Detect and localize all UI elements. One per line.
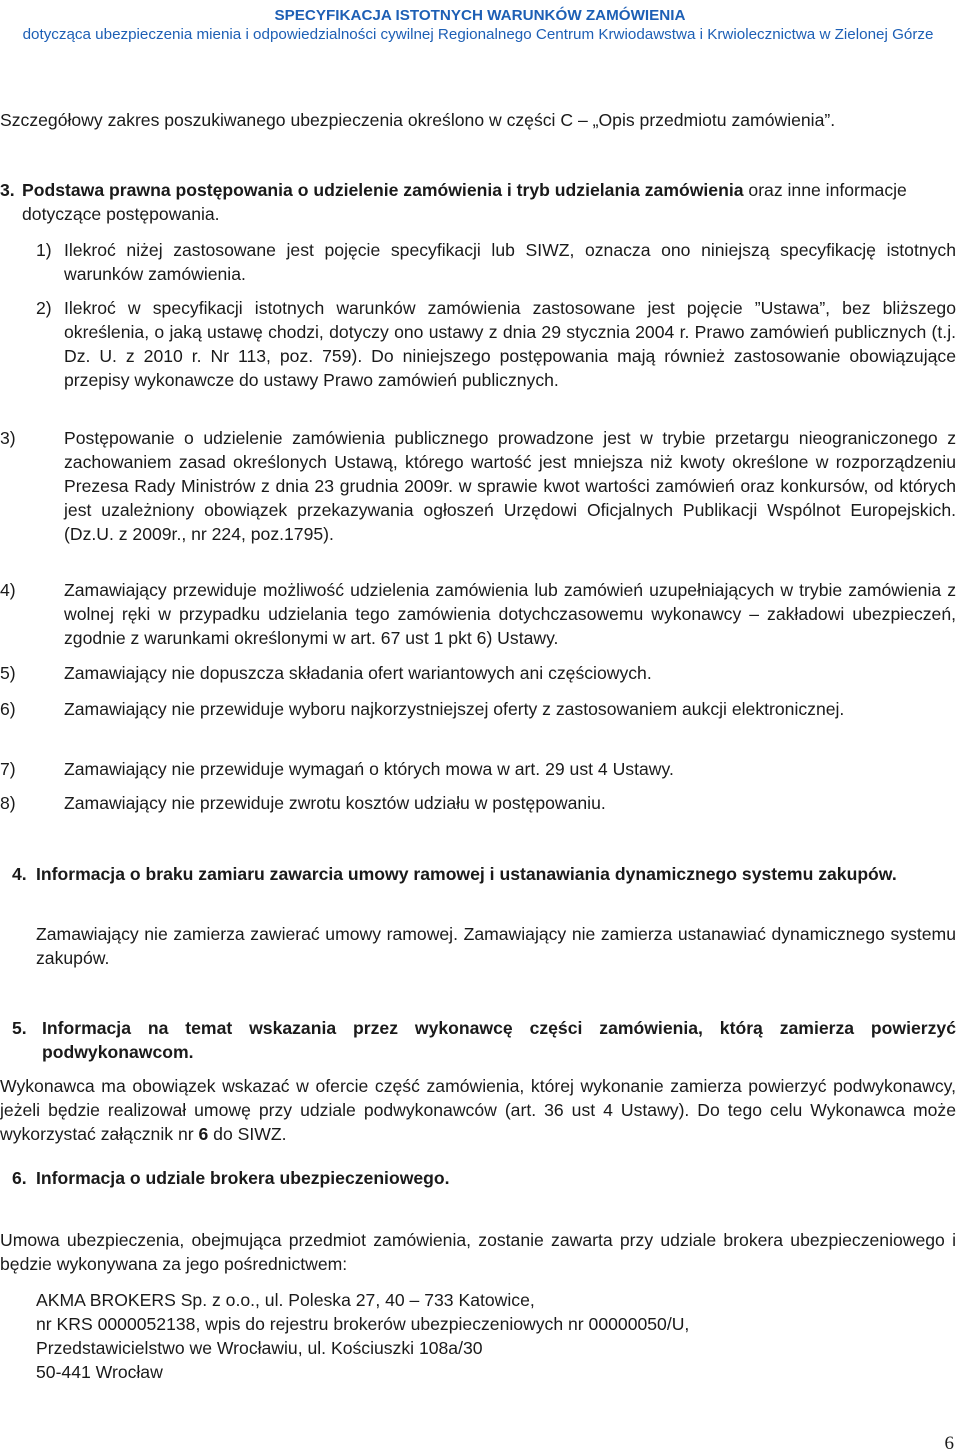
- item-number: 1): [36, 240, 52, 260]
- document-title: SPECYFIKACJA ISTOTNYCH WARUNKÓW ZAMÓWIENIA: [274, 7, 686, 24]
- item-number: 6): [0, 699, 16, 719]
- item-text: Zamawiający nie przewiduje wymagań o których mowa w art. 29 ust 4 Ustawy.: [64, 759, 674, 779]
- item-text: Zamawiający nie przewiduje zwrotu kosztów udziału w postępowaniu.: [64, 793, 606, 813]
- broker-line: nr KRS 0000052138, wpis do rejestru brokerów ubezpieczeniowych nr 00000050/U,: [36, 1314, 690, 1334]
- section-5-heading-text: Informacja na temat wskazania przez wykonawcę części zamówienia, którą zamierza powierzyć podwykonawcom.: [42, 1018, 956, 1062]
- attachment-number: 6: [198, 1124, 209, 1144]
- item-text: Zamawiający nie dopuszcza składania ofert wariantowych ani częściowych.: [64, 663, 652, 683]
- item-text: Zamawiający przewiduje możliwość udzielenia zamówienia lub zamówień uzupełniających w trybie zamówienia z wolnej ręki w przypadku udzielania tego zamówienia dotychczasowemu wykonawcy – zakładowi ubezpieczeń, zgodnie z warunkami określonymi w art. 67 ust 1 pkt 6) Ustawy.: [64, 580, 956, 648]
- section-4-number: 4.: [12, 864, 27, 884]
- section-3-number: 3.: [0, 180, 15, 200]
- section-3-heading-rest: oraz inne informacje dotyczące postępowania.: [22, 180, 907, 224]
- item-text: Postępowanie o udzielenie zamówienia publicznego prowadzone jest w trybie przetargu nieograniczonego z zachowaniem zasad określonych Ustawą, którego wartość jest mniejsza niż kwoty określone w rozporządzeniu Prezesa Rady Ministrów z dnia 23 grudnia 2009r. w sprawie kwot wartości zamówień oraz konkursów, od których jest uzależniony obowiązek przekazywania ogłoszeń Urzędowi Oficjalnych Publikacji Wspólnot Europejskich. (Dz.U. z 2009r., nr 224, poz.1795).: [64, 428, 956, 544]
- section-3-heading-text: [22, 178, 956, 226]
- broker-line: 50-441 Wrocław: [36, 1362, 163, 1382]
- item-number: 5): [0, 663, 16, 683]
- item-number: 3): [0, 428, 16, 448]
- section-4-heading-text: Informacja o braku zamiaru zawarcia umowy ramowej i ustanawiania dynamicznego systemu zakupów.: [36, 864, 897, 884]
- item-text: Zamawiający nie przewiduje wyboru najkorzystniejszej oferty z zastosowaniem aukcji elektronicznej.: [64, 699, 845, 719]
- broker-line: Przedstawicielstwo we Wrocławiu, ul. Kościuszki 108a/30: [36, 1338, 483, 1358]
- intro-paragraph: Szczegółowy zakres poszukiwanego ubezpieczenia określono w części C – „Opis przedmiotu zamówienia”.: [0, 110, 836, 130]
- broker-address: [36, 1288, 956, 1384]
- item-text: Ilekroć niżej zastosowane jest pojęcie specyfikacji lub SIWZ, oznacza ono niniejszą specyfikację istotnych warunków zamówienia.: [64, 240, 956, 284]
- section-6-paragraph: Umowa ubezpieczenia, obejmująca przedmiot zamówienia, zostanie zawarta przy udziale brokera ubezpieczeniowego i będzie wykonywana za jego pośrednictwem:: [0, 1230, 956, 1274]
- item-number: 8): [0, 793, 16, 813]
- item-number: 4): [0, 580, 16, 600]
- page-number: 6: [944, 1433, 954, 1454]
- section-5-number: 5.: [12, 1018, 27, 1038]
- section-5-text: Wykonawca ma obowiązek wskazać w ofercie część zamówienia, której wykonanie zamierza powierzyć podwykonawcy, jeżeli będzie realizował umowę przy udziale podwykonawców (art. 36 ust 4 Ustawy). Do tego celu Wykonawca może wykorzystać załącznik nr: [0, 1076, 956, 1144]
- document-subtitle: dotycząca ubezpieczenia mienia i odpowiedzialności cywilnej Regionalnego Centrum Krwiodawstwa i Krwiolecznictwa w Zielonej Górze: [22, 26, 934, 43]
- item-text: Ilekroć w specyfikacji istotnych warunków zamówienia zastosowane jest pojęcie ”Ustawa”, bez bliższego określenia, o jaką ustawę chodzi, dotyczy ono ustawy z dnia 29 stycznia 2004 r. Prawo zamówień publicznych (t.j. Dz. U. z 2010 r. Nr 113, poz. 759). Do niniejszego postępowania mają również zastosowanie obowiązujące przepisy wykonawcze do ustawy Prawo zamówień publicznych.: [64, 298, 956, 390]
- section-4-paragraph: Zamawiający nie zamierza zawierać umowy ramowej. Zamawiający nie zamierza ustanawiać dynamicznego systemu zakupów.: [36, 924, 956, 968]
- item-number: 2): [36, 298, 52, 318]
- item-number: 7): [0, 759, 16, 779]
- section-6-number: 6.: [12, 1168, 27, 1188]
- section-6-heading-text: Informacja o udziale brokera ubezpieczeniowego.: [36, 1168, 450, 1188]
- broker-line: AKMA BROKERS Sp. z o.o., ul. Poleska 27, 40 – 733 Katowice,: [36, 1290, 535, 1310]
- section-3-heading-bold: Podstawa prawna postępowania o udzielenie zamówienia i tryb udzielania zamówienia: [22, 180, 744, 200]
- section-5-paragraph: [0, 1074, 956, 1146]
- section-5-text-end: do SIWZ.: [208, 1124, 287, 1144]
